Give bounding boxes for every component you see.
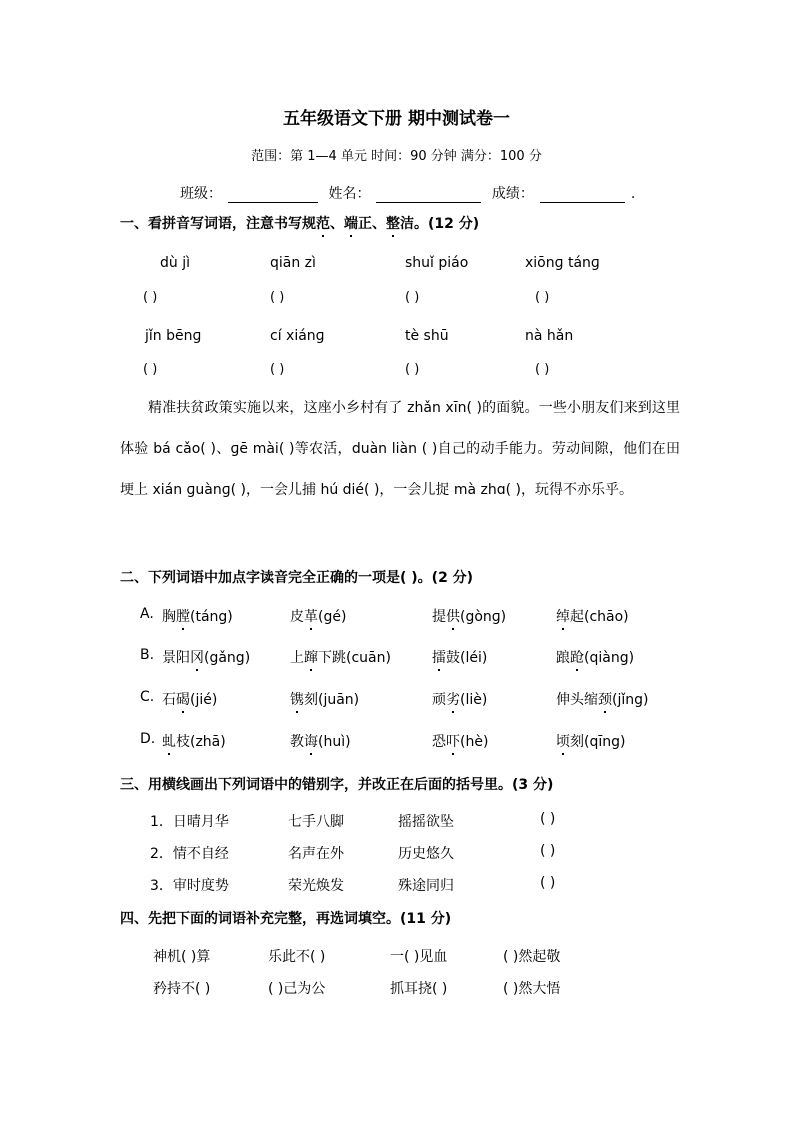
answer-parens[interactable]: ( ) [535, 290, 550, 305]
option-word: 虬枝(zhā) [162, 734, 226, 750]
answer-parens[interactable]: ( ) [143, 290, 158, 305]
option-word: 镌刻(juān) [290, 692, 360, 708]
class-field[interactable] [228, 188, 318, 203]
answer-parens[interactable]: ( ) [270, 362, 285, 377]
option-letter: D. [140, 731, 156, 747]
option-word: 绰起(chāo) [556, 609, 629, 625]
option-word: 顷刻(qīng) [556, 734, 626, 750]
score-field[interactable] [540, 188, 625, 203]
answer-parens[interactable]: ( ) [540, 843, 556, 859]
fill-blank-idiom: ( )然起敬 [503, 949, 561, 965]
fill-blank-idiom: 乐此不( ) [268, 949, 326, 965]
page-title: 五年级语文下册 期中测试卷一 [283, 109, 510, 129]
answer-parens[interactable]: ( ) [405, 290, 420, 305]
answer-parens[interactable]: ( ) [535, 362, 550, 377]
option-word: 踉跄(qiàng) [556, 650, 635, 666]
student-info-line [180, 183, 635, 203]
pinyin-prompt: qiān zì [270, 255, 316, 271]
word-item: 摇摇欲坠 [398, 814, 454, 830]
name-field[interactable] [376, 188, 481, 203]
option-word: 胸膛(táng) [162, 609, 233, 625]
option-word: 石碣(jié) [162, 692, 218, 708]
option-word: 提供(gònɡ) [432, 609, 507, 625]
pinyin-prompt: cí xiánɡ [270, 328, 325, 344]
answer-parens[interactable]: ( ) [540, 875, 556, 891]
option-word: 上蹿下跳(cuān) [290, 650, 391, 666]
answer-parens[interactable]: ( ) [405, 362, 420, 377]
end-dot: . [630, 186, 636, 202]
answer-parens[interactable]: ( ) [270, 290, 285, 305]
word-item: 2．情不自经 [150, 846, 229, 862]
word-item: 3．审时度势 [150, 878, 229, 894]
word-item: 1．日晴月华 [150, 814, 229, 830]
exam-scope: 范围：第 1—4 单元 时间：90 分钟 满分：100 分 [251, 149, 542, 164]
option-word: 顽劣(liè) [432, 692, 488, 708]
fill-blank-idiom: ( )己为公 [268, 981, 326, 997]
fill-blank-idiom: 一( )见血 [390, 949, 448, 965]
option-letter: A. [140, 606, 154, 622]
answer-parens[interactable]: ( ) [143, 362, 158, 377]
option-letter: C. [140, 689, 155, 705]
word-item: 名声在外 [288, 846, 344, 862]
option-word: 恐吓(hè) [432, 734, 489, 750]
option-letter: B. [140, 647, 155, 663]
name-label: 姓名： [328, 186, 371, 202]
pinyin-prompt: jǐn bēnɡ [145, 328, 202, 344]
class-label: 班级： [180, 186, 222, 202]
fill-blank-idiom: ( )然大悟 [503, 981, 561, 997]
option-word: 皮革(gé) [290, 609, 347, 625]
pinyin-prompt: dù jì [160, 255, 190, 271]
section-2-heading: 二、下列词语中加点字读音完全正确的一项是( )。(2 分) [120, 570, 474, 586]
fill-blank-idiom: 抓耳挠( ) [390, 981, 448, 997]
fill-blank-idiom: 神机( )算 [153, 949, 211, 965]
word-item: 七手八脚 [288, 814, 344, 830]
section-4-heading: 四、先把下面的词语补充完整，再选词填空。(11 分) [120, 911, 452, 927]
word-item: 荣光焕发 [288, 878, 344, 894]
pinyin-prompt: nà hǎn [525, 328, 574, 344]
pinyin-prompt: tè shū [405, 328, 449, 344]
option-word: 教诲(huì) [290, 734, 351, 750]
answer-parens[interactable]: ( ) [540, 811, 556, 827]
word-item: 历史悠久 [398, 846, 454, 862]
pinyin-prompt: xiōnɡ tánɡ [525, 255, 600, 271]
section-1-heading: 一、看拼音写词语，注意书写规范、端正、整洁。(12 分) [120, 216, 480, 232]
score-label: 成绩： [491, 186, 534, 202]
section-1-paragraph: 精准扶贫政策实施以来，这座小乡村有了 zhǎn xīn( )的面貌。一些小朋友们来到这里体验 bá cǎo( )、ɡē mài( )等农活，duàn liàn ( )自己的动手能力。劳动间隙，他们在田埂上 xián ɡuànɡ( )，一会儿捕 hú dié( )，一会儿捉 mà zhɑ( )，玩得不亦乐乎。 [120, 400, 680, 498]
fill-blank-idiom: 矜持不( ) [153, 981, 211, 997]
pinyin-prompt: shuǐ piáo [405, 255, 469, 271]
word-item: 殊途同归 [398, 878, 454, 894]
option-word: 伸头缩颈(jǐng) [556, 692, 649, 708]
option-word: 景阳冈(gǎng) [162, 650, 251, 666]
section-3-heading: 三、用横线画出下列词语中的错别字，并改正在后面的括号里。(3 分) [120, 777, 554, 793]
option-word: 擂鼓(léi) [432, 650, 488, 666]
